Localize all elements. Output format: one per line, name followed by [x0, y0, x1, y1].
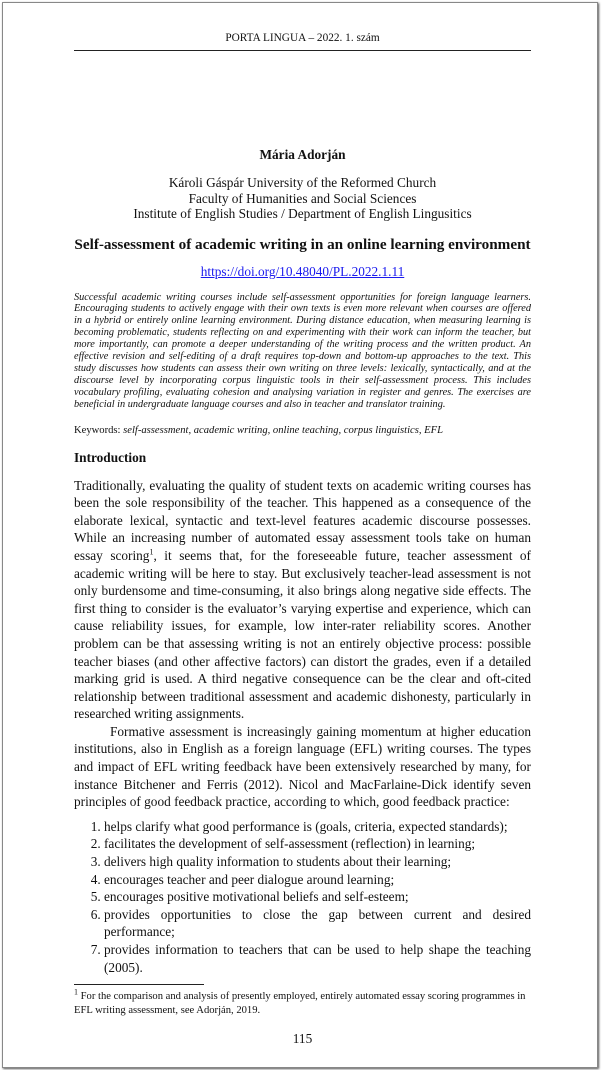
keywords-list: self-assessment, academic writing, online teaching, corpus linguistics, EFL — [123, 424, 443, 436]
affiliation-line: Faculty of Humanities and Social Sciences — [188, 190, 417, 206]
abstract: Successful academic writing courses include self-assessment opportunities for foreign language learners. Encouraging students to actively engage with their own texts is even more relevant when courses are offered in a hybrid or entirely online learning environment. During distance education, when measuring learning is becoming problematic, students reflecting on and experimenting with their work can inform the teacher, but more importantly, can promote a deeper understanding of the writing process and the written product. An effective revision and self-editing of a draft requires top-down and bottom-up approaches to the text. This study discusses how students can assess their own writing on three levels: lexically, syntactically, and at the discourse level by incorporating corpus linguistic tools in their self-assessment process. This includes vocabulary profiling, evaluating cohesion and analysing variation in register and genres. The exercises are beneficial in undergraduate language courses and also in teacher and translator training. — [74, 291, 531, 410]
list-item: 2. facilitates the development of self-assessment (reflection) in learning; — [104, 835, 531, 853]
running-header: PORTA LINGUA – 2022. 1. szám — [74, 31, 531, 51]
footnote-divider — [74, 984, 204, 985]
doi-line — [74, 264, 531, 280]
list-item: 3. delivers high quality information to students about their learning; — [104, 853, 531, 871]
principles-list — [74, 818, 531, 976]
doi-link[interactable]: https://doi.org/10.48040/PL.2022.1.11 — [200, 263, 405, 279]
page-content — [3, 3, 531, 1067]
article-title: Self-assessment of academic writing in an online learning environment — [74, 235, 531, 253]
body-text — [74, 477, 531, 977]
list-item: 4. encourages teacher and peer dialogue around learning; — [104, 871, 531, 889]
page-number: 115 — [292, 1031, 313, 1047]
affiliations — [74, 175, 531, 222]
paragraph: Traditionally, evaluating the quality of student texts on academic writing courses has been the sole responsibility of the teacher. This happened as a consequence of the elaborate lexical, syntactic and text-level features academic discourse possesses. While an increasing number of automated essay assessment tools take on human essay scoring$^1$, it seems that, for the foreseeable future, teacher assessment of academic writing will be here to stay. But exclusively teacher-lead assessment is not only burdensome and time-consuming, it also brings along negative side effects. The first thing to consider is the evaluator’s varying expertise and experience, which can cause reliability issues, for example, low inter-rater reliability scores. Another problem can be that assessing writing is not an entirely objective process: possible teacher biases (and other affective factors) can distort the grades, even if a detailed marking grid is used. A third negative consequence can be the clear and oft-cited relationship between traditional assessment and academic dishonesty, particularly in researched writing assignments. — [74, 477, 531, 722]
list-item: 6. provides opportunities to close the gap between current and desired performance; — [104, 906, 531, 941]
keywords — [74, 424, 531, 437]
affiliation-line: Károli Gáspár University of the Reformed Church — [168, 175, 437, 190]
list-item: 7. provides information to teachers that can be used to help shape the teaching (2005). — [104, 941, 531, 976]
document-page — [2, 2, 598, 1068]
author: Mária Adorján — [259, 147, 346, 162]
keywords-label: Keywords: — [74, 424, 124, 436]
list-item: 5. encourages positive motivational beliefs and self-esteem; — [104, 888, 531, 906]
footnote-ref[interactable]: 1 — [149, 547, 154, 557]
section-heading: Introduction — [74, 449, 147, 465]
affiliation-line: Institute of English Studies / Department of English Lingusitics — [133, 206, 472, 221]
list-item: 1. helps clarify what good performance is (goals, criteria, expected standards); — [104, 818, 531, 836]
paragraph: Formative assessment is increasingly gaining momentum at higher education institutions, also in English as a foreign language (EFL) writing courses. The types and impact of EFL writing feedback have been extensively researched by many, for instance Bitchener and Ferris (2012). Nicol and MacFarlaine-Dick identify seven principles of good feedback practice, according to which, good feedback practice: — [74, 723, 531, 810]
footnote: $^1$ For the comparison and analysis of presently employed, entirely automated essay scoring programmes in EFL writing assessment, see Adorján, 2019. — [74, 987, 526, 1016]
